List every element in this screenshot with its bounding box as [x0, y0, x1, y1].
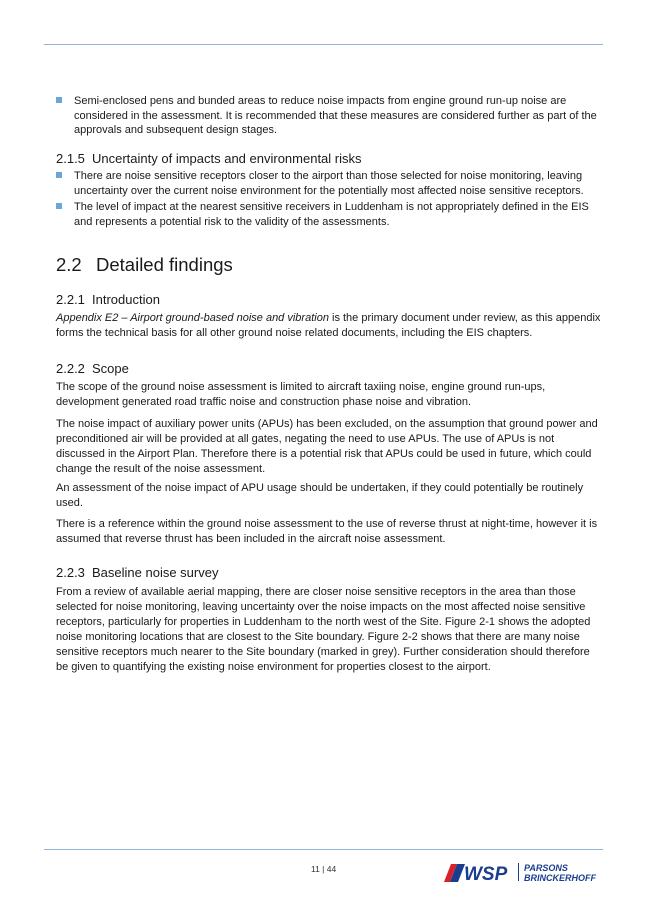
logo-divider	[518, 863, 519, 881]
paragraph-text: is the primary document under review, as this appendix forms the technical basis for all other ground noise related documents, including the EIS chapters.	[56, 312, 601, 339]
paragraph	[56, 311, 601, 341]
paragraph: There is a reference within the ground noise assessment to the use of reverse thrust at night-time, however it is assumed that reverse thrust has been included in the aircraft noise assessment.	[56, 518, 598, 545]
paragraph: An assessment of the noise impact of APU usage should be undertaken, if they could potentially be routinely used.	[56, 482, 584, 509]
footer-rule	[44, 849, 603, 850]
heading-number: 2.2.1	[56, 292, 85, 307]
heading-number: 2.2.3	[56, 565, 85, 580]
paragraph: The scope of the ground noise assessment is limited to aircraft taxiing noise, engine ground run-ups, development generated road traffic noise and construction phase noise and vibration.	[56, 381, 546, 408]
logo-wsp-text: WSP	[464, 864, 508, 884]
list-item	[56, 169, 601, 198]
heading-title: Baseline noise survey	[92, 565, 219, 580]
paragraph: From a review of available aerial mapping, there are closer noise sensitive receptors in the area than those selected for noise monitoring, leaving uncertainty over the noise impacts on the most affected noise sensitive receptors, particularly for properties in Luddenham to the north west of the Site. Figure 2-1 shows the adopted noise monitoring locations that are closest to the Site boundary. Figure 2-2 shows that there are many noise sensitive receptors much nearer to the Site boundary (marked in grey). Further consideration should therefore be given to quantifying the existing noise environment for properties closest to the airport.	[56, 586, 591, 673]
bullet-marker	[56, 97, 62, 103]
heading-title: Scope	[92, 361, 129, 376]
list-item-text: Semi-enclosed pens and bunded areas to reduce noise impacts from engine ground run-up noise are considered in the assessment. It is recommended that these measures are considered further as part of the approvals and subsequent design stages.	[74, 95, 597, 136]
heading-title: Introduction	[92, 292, 160, 307]
heading-number: 2.2	[56, 254, 82, 275]
heading-title: Uncertainty of impacts and environmental risks	[92, 151, 362, 166]
paragraph: The noise impact of auxiliary power units (APUs) has been excluded, on the assumption that ground power and preconditioned air will be provided at all gates, negating the need to use APUs. The use of APUs is not discussed in the Airport Plan. Therefore there is a potential risk that APUs could be used in future, which could change the result of the noise assessment.	[56, 418, 598, 475]
section-heading-2-2-2	[56, 361, 129, 376]
wsp-parsons-brinckerhoff-logo	[444, 858, 604, 884]
list-item	[56, 94, 601, 138]
heading-number: 2.2.2	[56, 361, 85, 376]
section-heading-2-2-1	[56, 292, 160, 307]
section-heading-2-2-3	[56, 565, 218, 580]
bullet-marker	[56, 172, 62, 178]
list-item	[56, 200, 601, 229]
list-item-text: There are noise sensitive receptors closer to the airport than those selected for noise monitoring, leaving uncertainty over the current noise environment for the potentially most affected noise sensitive receptors.	[74, 170, 584, 197]
page-number: 11 | 44	[311, 864, 337, 874]
logo-parsons-text: PARSONS	[524, 863, 568, 873]
heading-number: 2.1.5	[56, 151, 85, 166]
list-item-text: The level of impact at the nearest sensitive receivers in Luddenham is not appropriately defined in the EIS and represents a potential risk to the validity of the assessments.	[74, 201, 589, 228]
section-heading-2-2	[56, 254, 233, 276]
section-heading-2-1-5	[56, 151, 362, 166]
bullet-marker	[56, 203, 62, 209]
heading-title: Detailed findings	[96, 254, 233, 275]
document-reference: Appendix E2 – Airport ground-based noise and vibration	[56, 312, 329, 324]
logo-brinckerhoff-text: BRINCKERHOFF	[524, 873, 596, 883]
header-rule	[44, 44, 603, 45]
